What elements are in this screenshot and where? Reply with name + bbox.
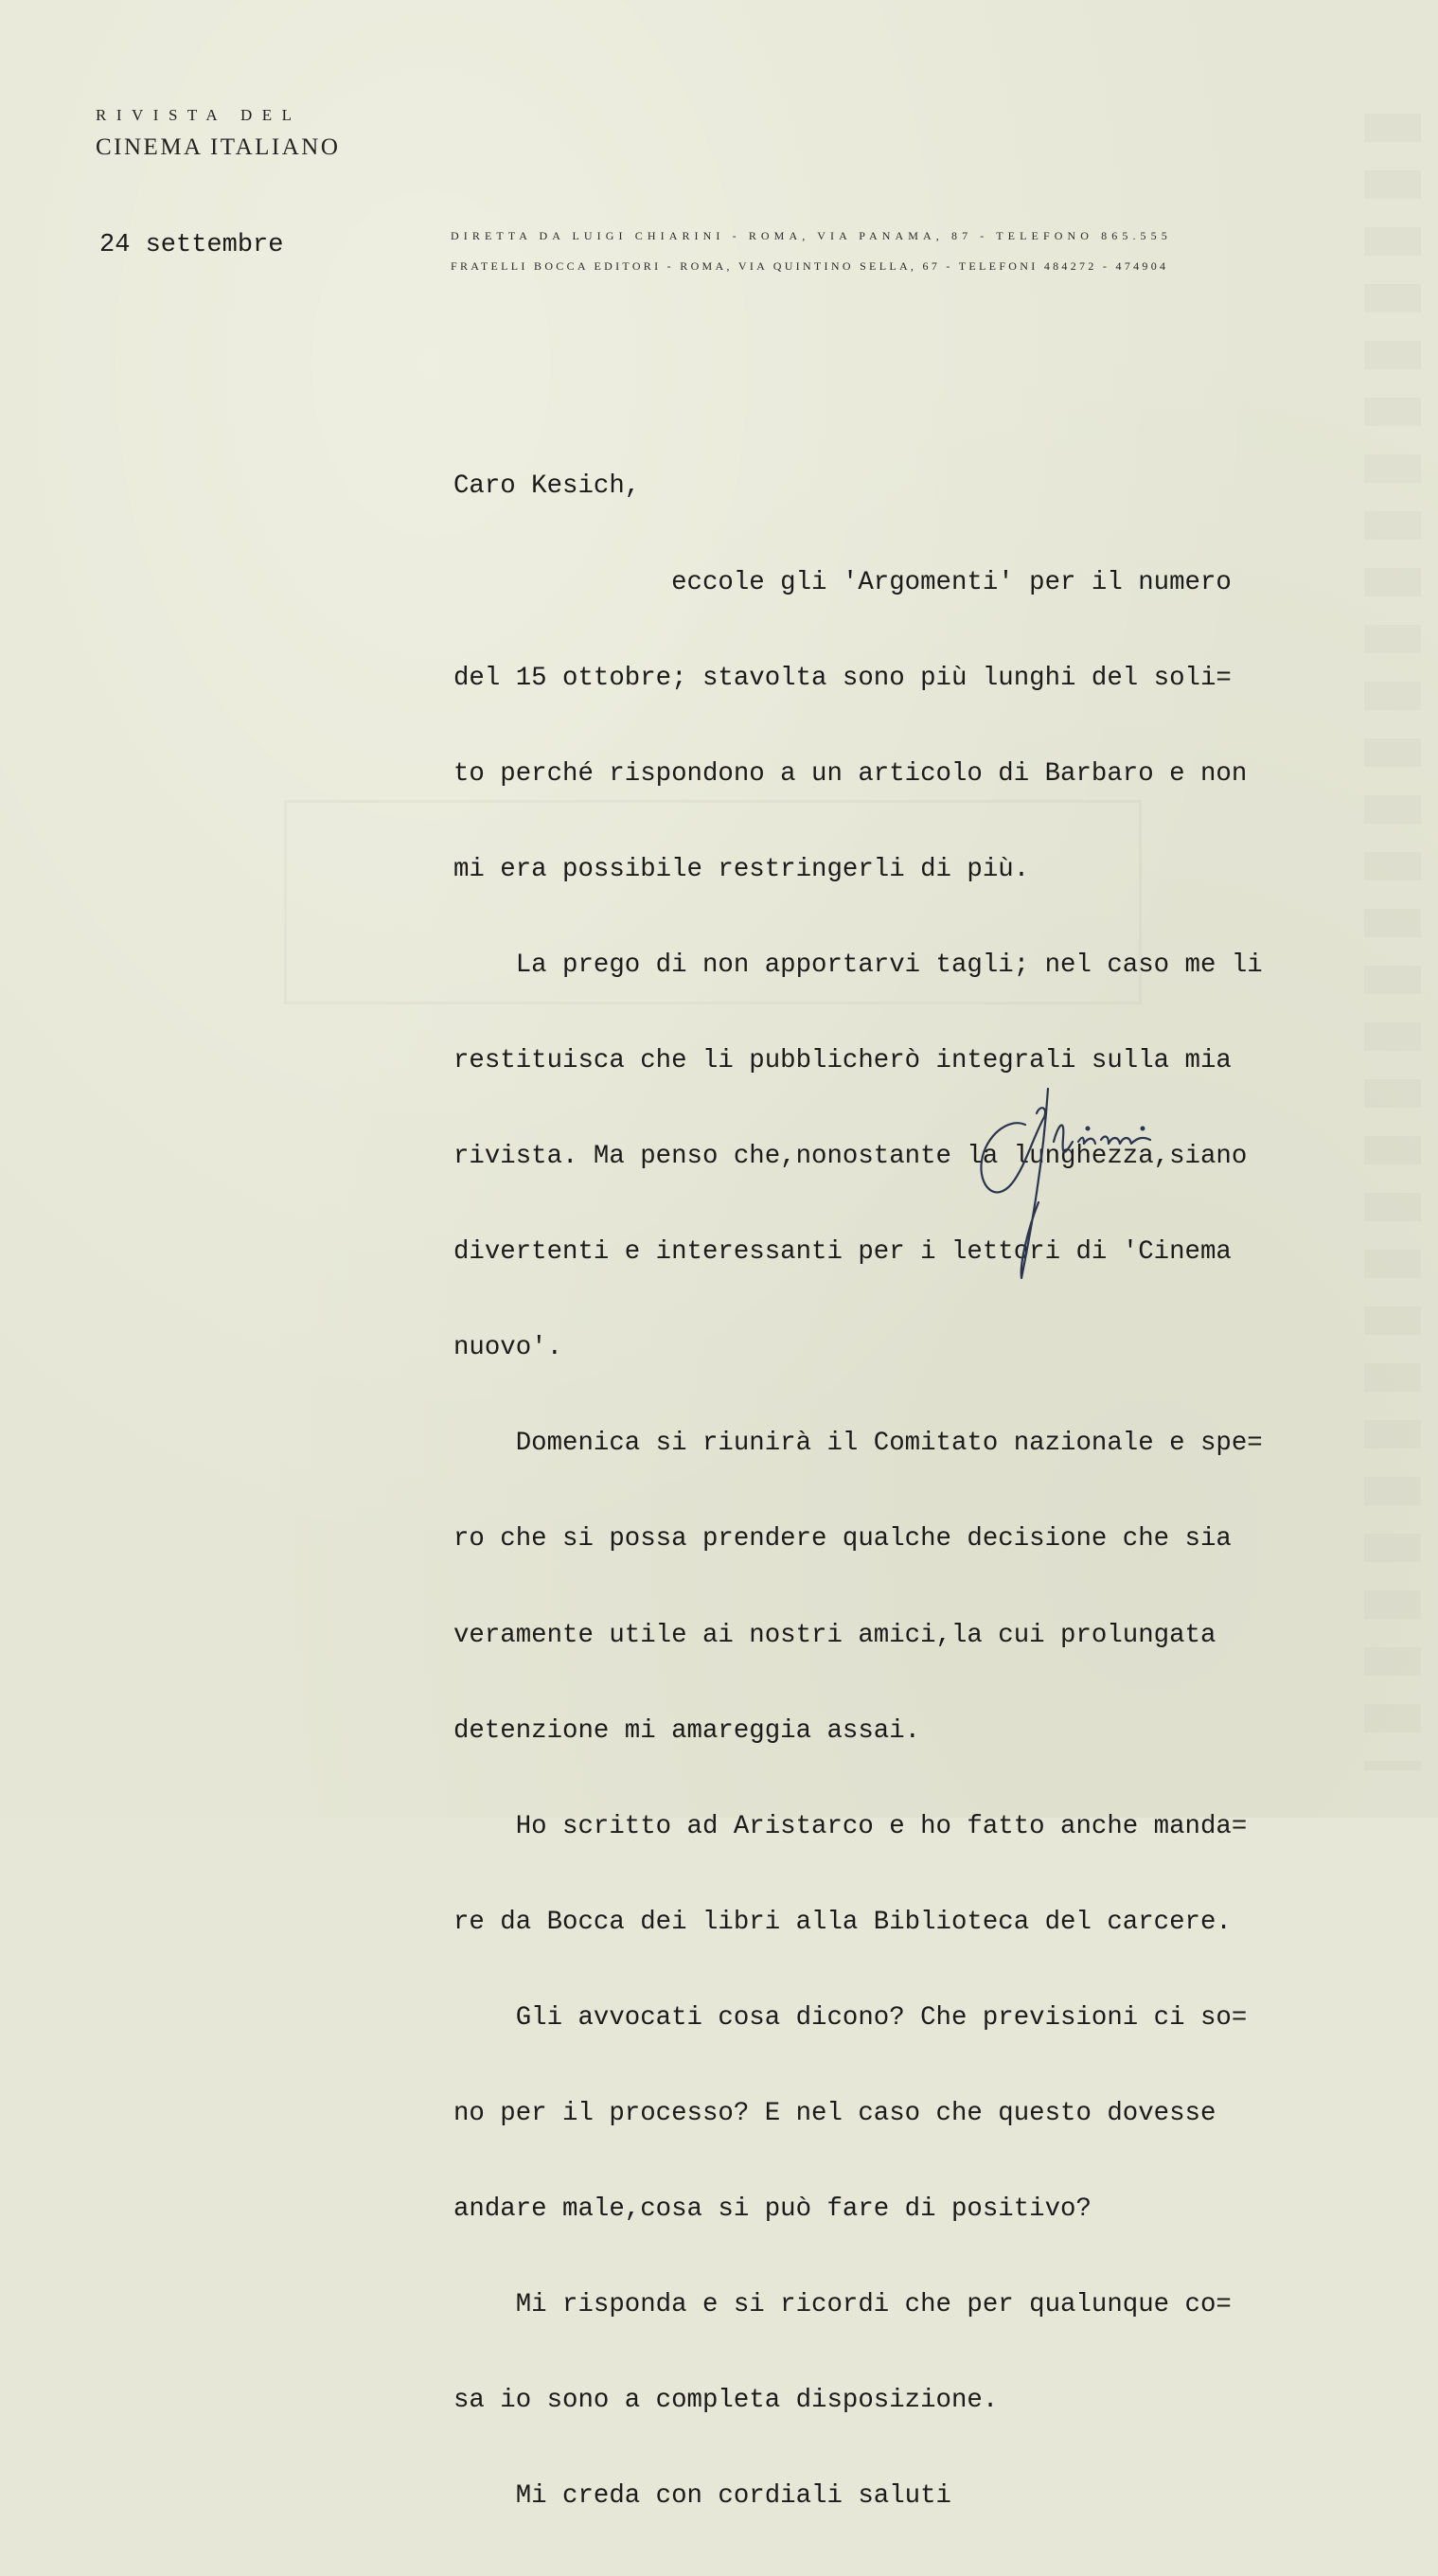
handwritten-signature — [970, 1079, 1235, 1288]
letter-line: to perché rispondono a un articolo di Barbaro e non — [453, 758, 1248, 789]
masthead-line-2: CINEMA ITALIANO — [96, 134, 341, 160]
letterhead-address-1: DIRETTA DA LUIGI CHIARINI - ROMA, VIA PANAMA, 87 - TELEFONO 865.555 — [451, 229, 1172, 242]
letter-line: Gli avvocati cosa dicono? Che previsioni ci so= — [453, 2002, 1248, 2033]
letter-date: 24 settembre — [99, 231, 284, 259]
letter-line: detenzione mi amareggia assai. — [453, 1715, 921, 1746]
letter-line: ro che si possa prendere qualche decisione che sia — [453, 1524, 1232, 1554]
letter-line: divertenti e interessanti per i lettori di 'Cinema — [453, 1237, 1232, 1268]
letter-line: restituisca che li pubblicherò integrali sulla mia — [453, 1045, 1232, 1075]
letter-line: no per il processo? E nel caso che questo dovesse — [453, 2099, 1216, 2128]
letter-line: Mi risponda e si ricordi che per qualunque co= — [453, 2290, 1232, 2320]
letter-body — [453, 407, 1362, 2576]
letterhead-address-2: FRATELLI BOCCA EDITORI - ROMA, VIA QUINTINO SELLA, 67 - TELEFONI 484272 - 474904 — [451, 259, 1169, 273]
letter-line: del 15 ottobre; stavolta sono più lunghi del soli= — [453, 663, 1232, 693]
letter-line: mi era possibile restringerli di più. — [453, 854, 1030, 884]
letter-line: nuovo'. — [453, 1333, 563, 1363]
letter-line: andare male,cosa si può fare di positivo? — [453, 2194, 1092, 2225]
letter-line: sa io sono a completa disposizione. — [453, 2386, 999, 2416]
letterhead-masthead — [96, 106, 340, 161]
letter-line: rivista. Ma penso che,nonostante la lunghezza,siano — [453, 1142, 1248, 1172]
edge-watermark-decoration — [1364, 114, 1421, 1770]
letter-line: Ho scritto ad Aristarco e ho fatto anche manda= — [453, 1811, 1248, 1841]
letter-line: Caro Kesich, — [453, 471, 641, 502]
letter-line: veramente utile ai nostri amici,la cui prolungata — [453, 1620, 1216, 1650]
letter-line: Mi creda con cordiali saluti — [453, 2481, 951, 2512]
letter-line: eccole gli 'Argomenti' per il numero — [453, 567, 1232, 597]
letter-line: La prego di non apportarvi tagli; nel caso me li — [453, 950, 1263, 980]
masthead-line-1: RIVISTA DEL — [96, 106, 302, 124]
letter-line: re da Bocca dei libri alla Biblioteca del carcere. — [453, 1907, 1232, 1937]
letter-line: Domenica si riunirà il Comitato nazionale e spe= — [453, 1429, 1263, 1459]
